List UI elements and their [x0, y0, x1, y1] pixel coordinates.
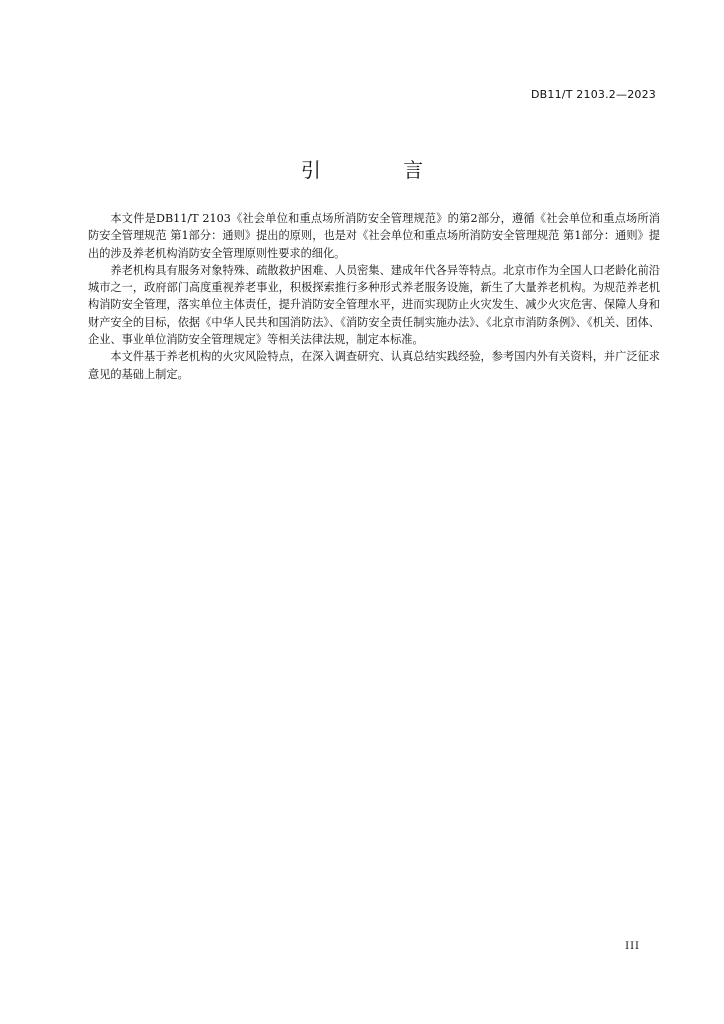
page-number: III: [625, 941, 640, 952]
paragraph-1: 本文件是DB11/T 2103《社会单位和重点场所消防安全管理规范》的第2部分，遵循《社会单位和重点场所消防安全管理规范 第1部分：通则》提出的原则，也是对《社会单位和重点场所消防安全管理规范 第1部分：通则》提出的涉及养老机构消防安全管理原则性要求的细化。: [88, 212, 660, 260]
paragraph-2: 养老机构具有服务对象特殊、疏散救护困难、人员密集、建成年代各异等特点。北京市作为全国人口老龄化前沿城市之一，政府部门高度重视养老事业，积极探索推行多种形式养老服务设施，新生了大量养老机构。为规范养老机构消防安全管理，落实单位主体责任，提升消防安全管理水平，进而实现防止火灾发生、减少火灾危害、保障人身和财产安全的目标，依据《中华人民共和国消防法》、《消防安全责任制实施办法》、《北京市消防条例》、《机关、团体、企业、事业单位消防安全管理规定》等相关法律法规，制定本标准。: [88, 263, 660, 347]
page-title: 引 言: [300, 158, 462, 182]
standard-code: DB11/T 2103.2—2023: [530, 88, 656, 101]
body-text: [88, 210, 660, 383]
paragraph-3: 本文件基于养老机构的火灾风险特点，在深入调查研究、认真总结实践经验，参考国内外有关资料，并广泛征求意见的基础上制定。: [88, 350, 660, 381]
